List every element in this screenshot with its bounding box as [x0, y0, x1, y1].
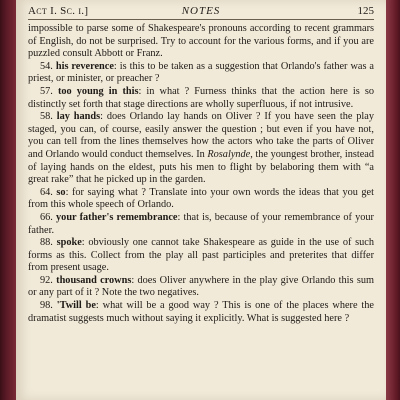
note-number: 98.	[40, 300, 53, 312]
note-66	[28, 212, 374, 237]
note-continuation	[28, 23, 374, 61]
header-rule	[28, 19, 374, 20]
note-58	[28, 111, 374, 187]
notes-body	[28, 23, 374, 325]
note-lemma: so	[56, 186, 66, 198]
note-number: 88.	[40, 237, 53, 249]
note-54	[28, 61, 374, 86]
note-lemma: his reverence	[55, 60, 114, 72]
book-page	[16, 0, 386, 400]
note-57	[28, 86, 374, 111]
note-text: : does Oliver anywhere in the play give Orlando this sum or any part of it ? Note the two negatives.	[28, 274, 374, 299]
note-text: , the youngest brother, instead of laying hands on the eldest, puts his men to flight by belaboring them with “a great rake” that he picked up in the garden.	[28, 148, 374, 186]
note-text: : obviously one cannot take Shakespeare as guide in the use of such forms as this. Collect from the play all past participles and preterites that differ from present usage.	[28, 237, 374, 274]
section-title: NOTES	[181, 5, 221, 17]
note-lemma: lay hands	[56, 111, 101, 123]
note-text: : for saying what ? Translate into your own words the ideas that you get from this whole speech of Orlando.	[28, 186, 374, 211]
note-number: 54.	[40, 60, 53, 72]
note-92	[28, 275, 374, 300]
note-88	[28, 237, 374, 275]
note-italic-title: Rosalynde	[207, 148, 251, 160]
note-text: : in what ? Furness thinks that the action here is so distinctly set forth that stage directions are wholly superfluous, if not intrusive.	[28, 85, 374, 110]
running-head	[28, 4, 374, 18]
note-lemma: too young in this	[57, 85, 139, 97]
note-lemma: 'Twill be	[56, 300, 96, 312]
note-number: 64.	[40, 186, 53, 198]
note-text: : does Orlando lay hands on Oliver ? If you have seen the play staged, you can, of course, easily answer the question ; but even if you have not, you can tell from the lines themselves how the actors who take the parts of Oliver and Orlando would conduct themselves. In	[28, 111, 375, 160]
note-number: 58.	[40, 111, 53, 123]
page-number: 125	[357, 5, 374, 17]
note-text: : what will be a good way ? This is one of the places where the dramatist suggests much without saying it explicitly. What is suggested here ?	[28, 300, 374, 324]
note-lemma: thousand crowns	[56, 274, 132, 286]
book-cover-edge	[386, 0, 400, 400]
note-number: 66.	[40, 211, 53, 223]
note-lemma: your father's remembrance	[56, 211, 178, 223]
note-number: 57.	[40, 85, 53, 97]
note-98	[28, 300, 374, 325]
note-lemma: spoke	[56, 237, 82, 249]
act-scene-label: Act I. Sc. i.]	[28, 5, 89, 17]
note-text: : that is, because of your remembrance of your father.	[28, 211, 374, 236]
book-spine-edge	[0, 0, 16, 400]
note-64	[28, 187, 374, 212]
note-text: : is this to be taken as a suggestion that Orlando's father was a priest, or minister, or preacher ?	[28, 60, 374, 85]
note-number: 92.	[40, 274, 53, 286]
note-text: impossible to parse some of Shakespeare's pronouns according to recent grammars of English, do not be surprised. Try to account for the various forms, and if you are puzzled consult Abbott or Franz.	[28, 23, 374, 60]
